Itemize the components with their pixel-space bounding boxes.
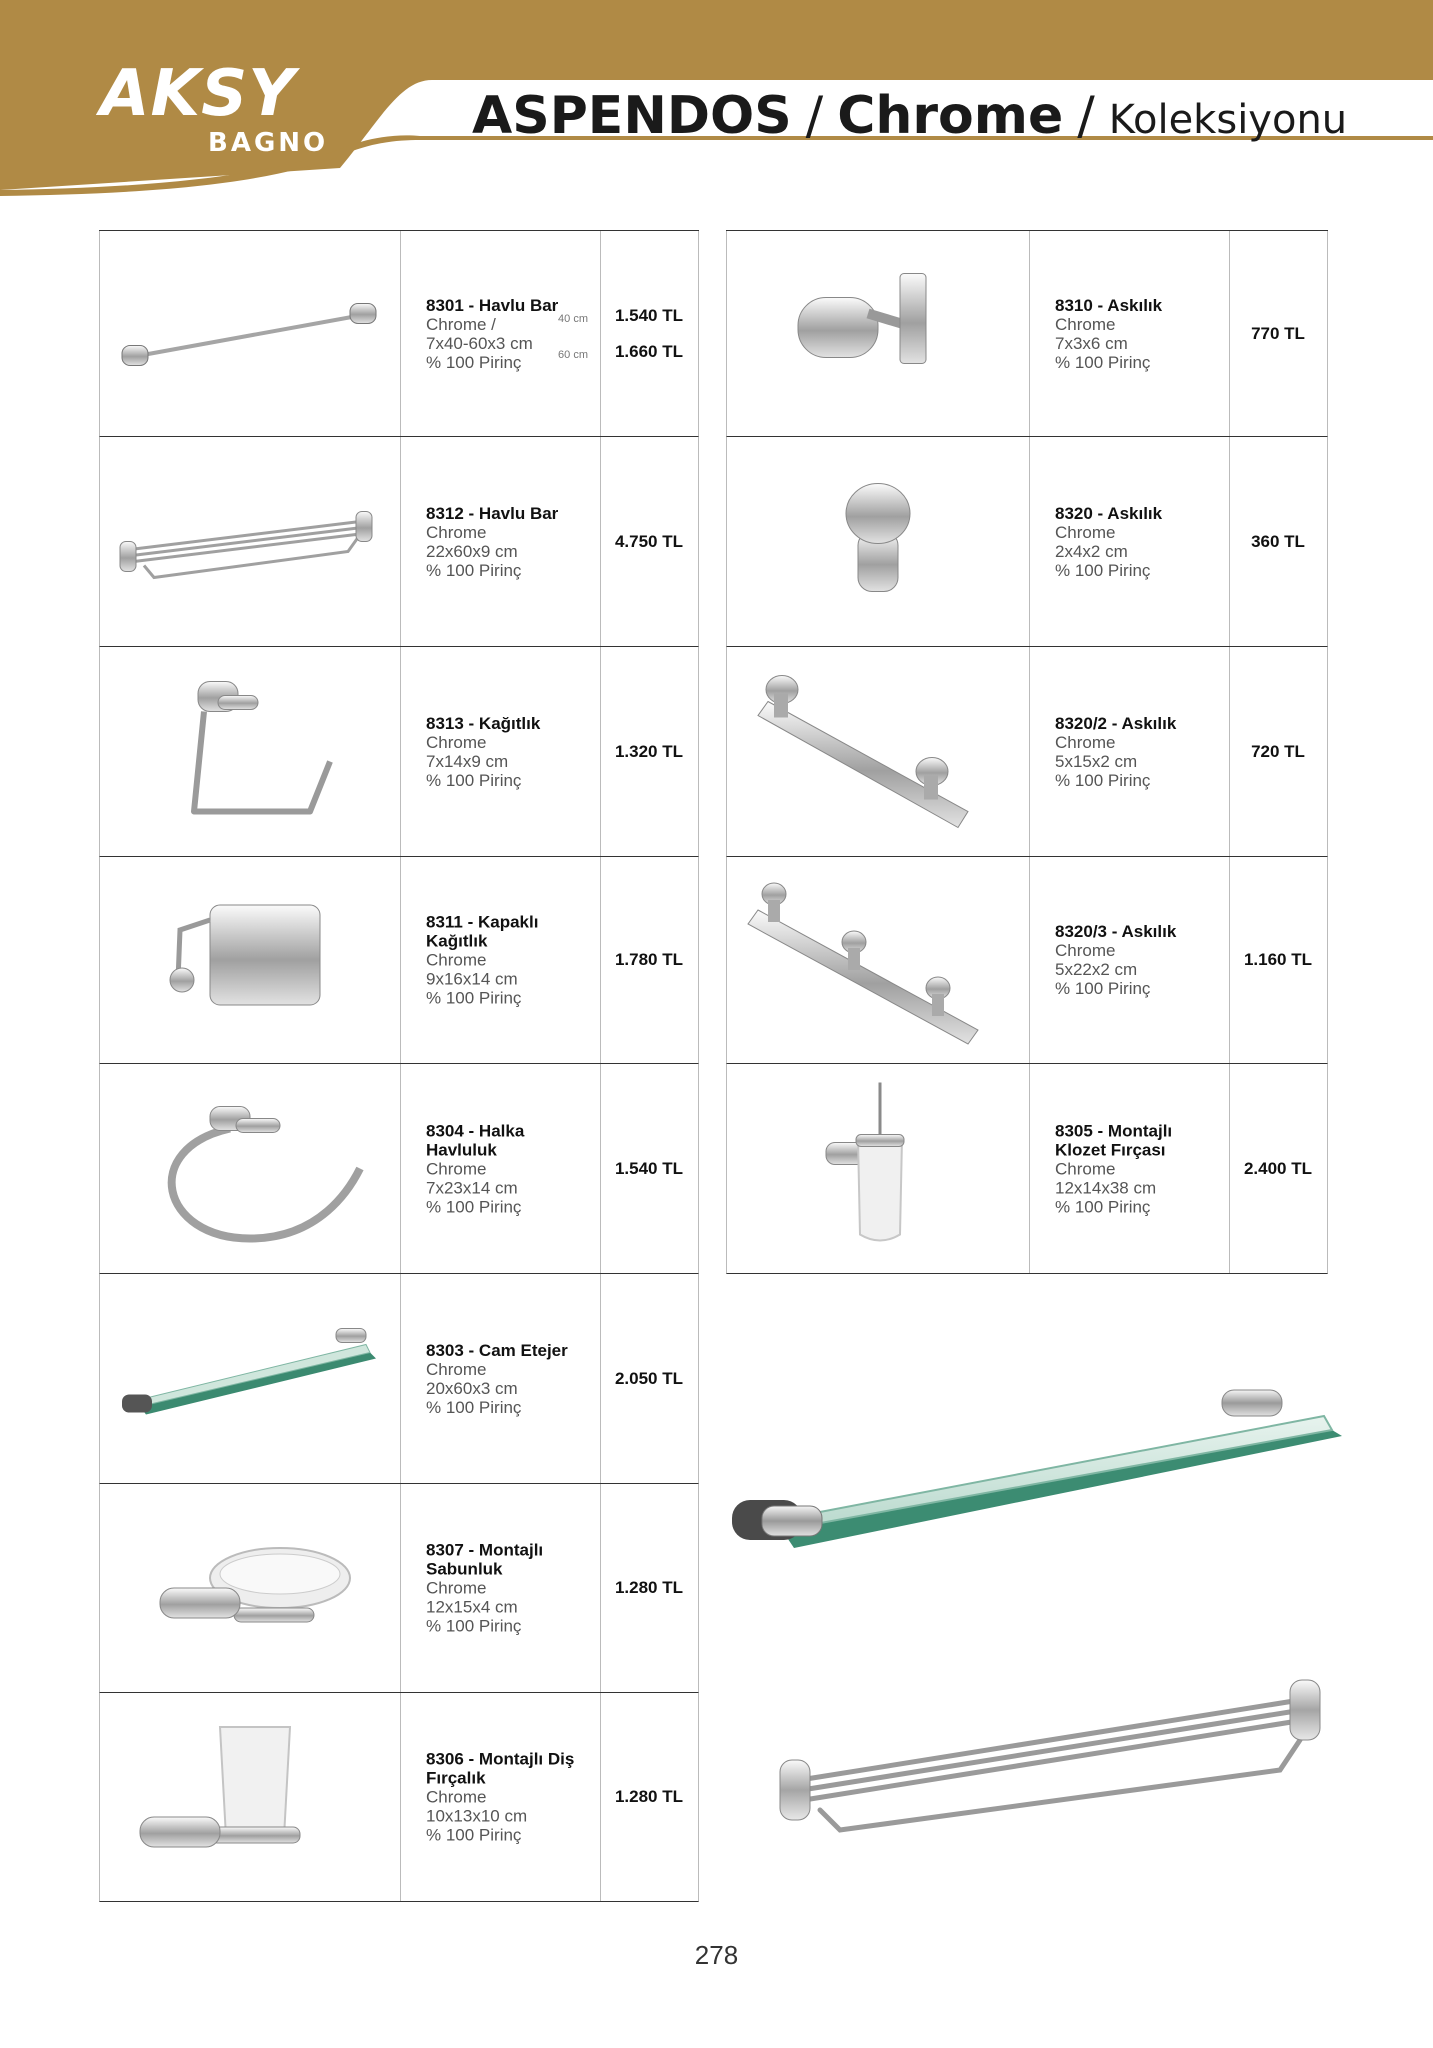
product-price-cell xyxy=(600,857,698,1063)
product-spec-line: % 100 Pirinç xyxy=(426,1197,522,1216)
product-row xyxy=(99,231,699,437)
product-spec-line: 7x40-60x3 cm xyxy=(426,333,533,353)
product-spec-line: 12x15x4 cm xyxy=(426,1597,518,1617)
product-description-cell xyxy=(1029,647,1230,856)
page-title xyxy=(472,86,1347,146)
product-spec-line: % 100 Pirinç xyxy=(426,352,522,372)
product-image-cell xyxy=(100,647,401,856)
product-name: 8320/2 - Askılık xyxy=(1055,713,1177,733)
product-spec-line: 10x13x10 cm xyxy=(426,1806,528,1826)
product-name: 8304 - Halka Havluluk xyxy=(426,1121,525,1159)
product-spec-line: % 100 Pirinç xyxy=(1055,560,1151,580)
product-spec-line: % 100 Pirinç xyxy=(1055,352,1151,372)
product-image-cell xyxy=(100,857,401,1063)
title-separator-2: / xyxy=(1077,86,1095,146)
product-spec-line: % 100 Pirinç xyxy=(426,988,522,1008)
product-spec-line: 7x3x6 cm xyxy=(1055,333,1128,353)
product-price: 720 TL xyxy=(1251,741,1305,761)
product-row xyxy=(99,647,699,857)
product-image-cell xyxy=(727,647,1030,856)
size-note: 40 cm xyxy=(558,313,588,325)
product-spec-line: Chrome xyxy=(426,1787,487,1807)
tumbler-holder-icon xyxy=(100,1693,400,1901)
product-price-cell xyxy=(600,1274,698,1483)
product-price: 1.780 TL xyxy=(614,950,684,969)
product-spec-line: 7x23x14 cm xyxy=(426,1178,518,1197)
brand-name: AKSY xyxy=(100,57,296,131)
product-price: 2.400 TL xyxy=(1243,1158,1313,1178)
product-price: 1.280 TL xyxy=(614,1578,684,1597)
product-image-cell xyxy=(100,1274,401,1483)
product-spec-line: Chrome xyxy=(426,732,487,752)
product-spec-line: 20x60x3 cm xyxy=(426,1378,518,1398)
product-image-cell xyxy=(100,1484,401,1692)
product-image-cell xyxy=(100,231,401,436)
product-name: 8320/3 - Askılık xyxy=(1055,922,1177,941)
product-price-cell xyxy=(1229,857,1327,1063)
product-spec-line: 12x14x38 cm xyxy=(1055,1178,1157,1197)
product-name: 8311 - Kapaklı Kağıtlık xyxy=(426,912,539,951)
product-description-cell xyxy=(400,1484,601,1692)
product-spec-line: 5x15x2 cm xyxy=(1055,751,1138,771)
toilet-brush-icon xyxy=(727,1064,1029,1273)
product-row xyxy=(726,857,1328,1064)
product-row xyxy=(99,1693,699,1902)
product-price: 360 TL xyxy=(1251,531,1305,551)
double-hook-rail-icon xyxy=(727,647,1029,856)
product-image-cell xyxy=(727,857,1030,1063)
product-image-cell xyxy=(727,1064,1030,1273)
product-description-cell xyxy=(400,1693,601,1901)
robe-hook-icon xyxy=(727,231,1029,436)
product-spec-line: % 100 Pirinç xyxy=(426,560,522,580)
product-name: 8305 - Montajlı Klozet Fırçası xyxy=(1055,1121,1173,1159)
soap-dish-icon xyxy=(100,1484,400,1692)
product-spec-line: Chrome xyxy=(1055,522,1116,542)
product-spec-line: Chrome xyxy=(426,1359,487,1379)
product-spec-line: Chrome xyxy=(1055,941,1116,960)
product-row xyxy=(99,857,699,1064)
product-row xyxy=(726,231,1328,437)
product-spec-line: % 100 Pirinç xyxy=(1055,1197,1151,1216)
product-spec-line: % 100 Pirinç xyxy=(426,1616,522,1636)
towel-rack-icon xyxy=(100,437,400,646)
knob-hook-icon xyxy=(727,437,1029,646)
product-price: 4.750 TL xyxy=(614,531,684,551)
product-image-cell xyxy=(100,1693,401,1901)
featured-glass-shelf-image xyxy=(722,1360,1342,1590)
size-note: 60 cm xyxy=(558,349,588,361)
product-price: 2.050 TL xyxy=(614,1368,684,1388)
product-description-cell xyxy=(1029,857,1230,1063)
product-spec-line: % 100 Pirinç xyxy=(426,770,522,790)
page-number: 278 xyxy=(694,1940,739,1970)
product-name: 8310 - Askılık xyxy=(1055,295,1163,315)
product-spec-line: % 100 Pirinç xyxy=(426,1397,522,1417)
product-spec-line: % 100 Pirinç xyxy=(1055,979,1151,998)
product-description-cell xyxy=(400,1274,601,1483)
product-price-cell xyxy=(600,437,698,646)
product-description-cell xyxy=(400,647,601,856)
product-name: 8301 - Havlu Bar xyxy=(426,295,559,315)
collection-finish: Chrome xyxy=(837,86,1064,146)
featured-towel-rack-image xyxy=(760,1660,1360,1850)
product-price-cell xyxy=(1229,647,1327,856)
collection-name: ASPENDOS xyxy=(472,86,792,146)
product-name: 8320 - Askılık xyxy=(1055,503,1163,523)
product-spec-line: % 100 Pirinç xyxy=(1055,770,1151,790)
product-spec-line: % 100 Pirinç xyxy=(426,1825,522,1845)
glass-shelf-icon xyxy=(100,1274,400,1483)
product-price-cell xyxy=(600,1064,698,1273)
product-row xyxy=(99,1064,699,1274)
product-name: 8303 - Cam Etejer xyxy=(426,1340,568,1360)
product-description-cell xyxy=(400,231,601,436)
product-price-cell xyxy=(1229,1064,1327,1273)
product-spec-line: Chrome xyxy=(1055,314,1116,334)
product-image-cell xyxy=(100,437,401,646)
product-name: 8313 - Kağıtlık xyxy=(426,713,541,733)
product-spec-line: Chrome xyxy=(426,1159,487,1178)
collection-subtitle: Koleksiyonu xyxy=(1108,97,1348,143)
product-description-cell xyxy=(1029,437,1230,646)
product-description-cell xyxy=(400,1064,601,1273)
covered-paper-holder-icon xyxy=(100,857,400,1063)
product-spec-line: Chrome xyxy=(426,522,487,542)
product-row xyxy=(99,1484,699,1693)
product-spec-line: 9x16x14 cm xyxy=(426,969,518,989)
brand-subname: BAGNO xyxy=(208,128,329,158)
product-price: 1.660 TL xyxy=(614,341,684,361)
product-price: 1.540 TL xyxy=(614,1158,684,1178)
product-price: 770 TL xyxy=(1251,323,1305,343)
product-price: 1.320 TL xyxy=(614,741,684,761)
product-image-cell xyxy=(727,437,1030,646)
product-description-cell xyxy=(1029,1064,1230,1273)
product-spec-line: Chrome xyxy=(1055,1159,1116,1178)
product-spec-line: Chrome xyxy=(426,1578,487,1598)
product-price: 1.280 TL xyxy=(614,1787,684,1806)
title-separator: / xyxy=(805,86,824,146)
product-row xyxy=(726,647,1328,857)
product-spec-line: 5x22x2 cm xyxy=(1055,960,1138,979)
product-spec-line: 2x4x2 cm xyxy=(1055,541,1128,561)
product-price-cell xyxy=(600,231,698,436)
product-price-cell xyxy=(1229,231,1327,436)
product-row xyxy=(726,1064,1328,1274)
page-header xyxy=(0,0,1433,200)
product-description-cell xyxy=(400,437,601,646)
product-price-cell xyxy=(600,1693,698,1901)
product-spec-line: Chrome / xyxy=(426,314,496,334)
product-row xyxy=(726,437,1328,647)
towel-bar-single-icon xyxy=(100,231,400,436)
product-name: 8306 - Montajlı Diş Fırçalık xyxy=(426,1749,575,1788)
right-product-table xyxy=(726,230,1328,1274)
product-image-cell xyxy=(727,231,1030,436)
triple-hook-rail-icon xyxy=(727,857,1029,1063)
product-spec-line: 7x14x9 cm xyxy=(426,751,509,771)
product-row xyxy=(99,1274,699,1484)
product-spec-line: 22x60x9 cm xyxy=(426,541,518,561)
product-row xyxy=(99,437,699,647)
product-price: 1.160 TL xyxy=(1243,950,1313,969)
product-spec-line: Chrome xyxy=(1055,732,1116,752)
towel-ring-icon xyxy=(100,1064,400,1273)
product-description-cell xyxy=(1029,231,1230,436)
product-image-cell xyxy=(100,1064,401,1273)
product-price-cell xyxy=(1229,437,1327,646)
left-product-table xyxy=(99,230,699,1902)
product-name: 8312 - Havlu Bar xyxy=(426,503,559,523)
product-spec-line: Chrome xyxy=(426,950,487,970)
product-price: 1.540 TL xyxy=(614,305,684,325)
brand-logo xyxy=(100,57,330,162)
product-price-cell xyxy=(600,647,698,856)
product-description-cell xyxy=(400,857,601,1063)
product-name: 8307 - Montajlı Sabunluk xyxy=(426,1540,544,1579)
product-price-cell xyxy=(600,1484,698,1692)
paper-holder-icon xyxy=(100,647,400,856)
